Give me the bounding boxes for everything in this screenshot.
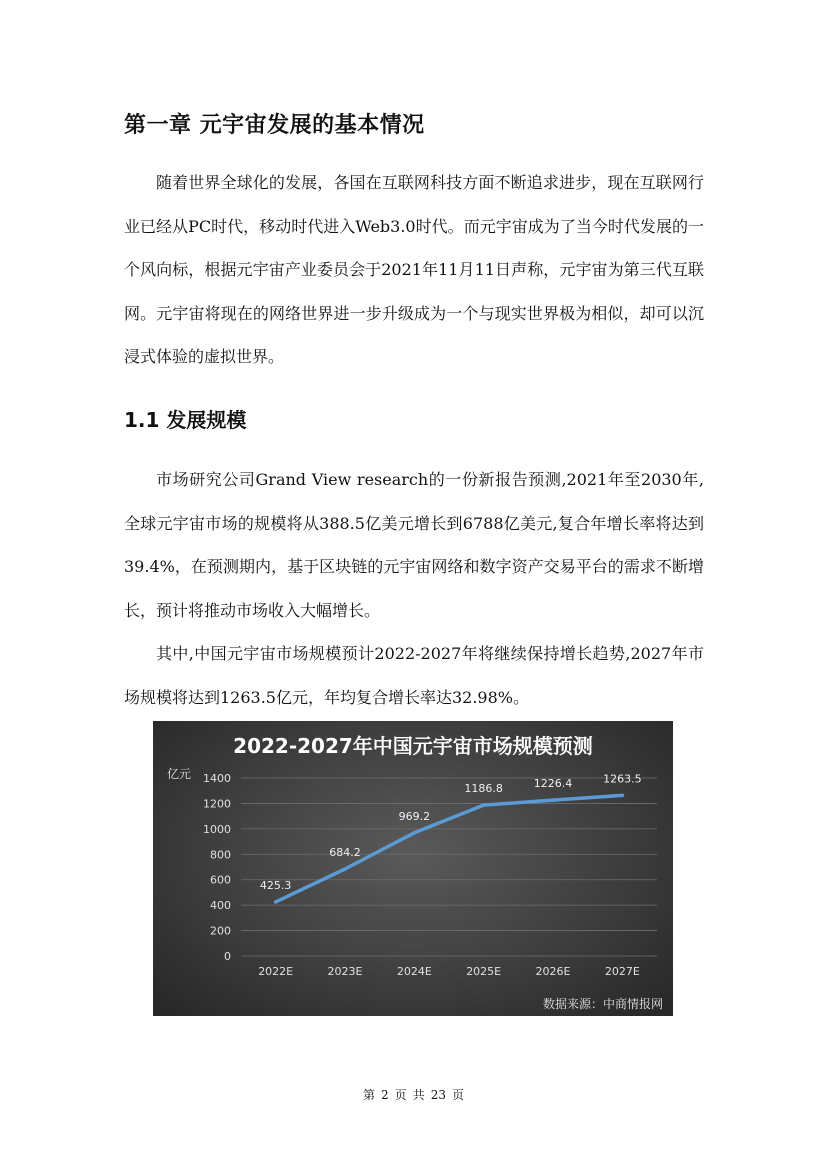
y-tick-label: 600: [210, 873, 231, 887]
section-heading: 1.1 发展规模: [124, 408, 247, 432]
data-point: [621, 794, 625, 798]
footer-total-unit: 页: [451, 1088, 464, 1102]
y-tick-label: 400: [210, 899, 231, 913]
x-tick-label: 2024E: [396, 965, 432, 978]
footer-page-label: 第: [363, 1088, 376, 1102]
data-label: 969.2: [398, 809, 431, 823]
market-report-paragraph: 市场研究公司Grand View research的一份新报告预测,2021年至2030年,全球元宇宙市场的规模将从388.5亿美元增长到6788亿美元,复合年增长率将达到39.4%，在预测期内，基于区块链的元宇宙网络和数字资产交易平台的需求不断增长，预计将推动市场收入大幅增长。: [124, 470, 704, 620]
data-point: [343, 867, 347, 871]
data-label: 1263.5: [603, 772, 642, 786]
y-tick-label: 1000: [203, 822, 231, 836]
y-tick-label: 200: [210, 924, 231, 938]
line-chart-svg: [153, 721, 673, 1016]
data-label: 425.3: [259, 878, 292, 892]
x-tick-label: 2022E: [258, 965, 294, 978]
data-label: 684.2: [329, 846, 361, 860]
data-label: 1226.4: [533, 777, 573, 791]
gridlines: [241, 778, 657, 956]
data-label-group: [260, 772, 642, 892]
footer-page-number: 2: [381, 1088, 389, 1102]
footer-total-label: 共: [412, 1088, 425, 1102]
chart-title: 2022-2027年中国元宇宙市场规模预测: [233, 734, 593, 758]
chapter-heading: 第一章 元宇宙发展的基本情况: [124, 113, 425, 138]
data-point: [482, 803, 486, 807]
data-point: [551, 798, 555, 802]
y-tick-labels: [203, 772, 231, 963]
x-tick-labels: [258, 965, 640, 978]
data-label: 1186.8: [464, 782, 503, 796]
y-tick-label: 1400: [203, 772, 231, 785]
y-tick-label: 800: [210, 848, 231, 862]
market-size-chart: [153, 721, 673, 1016]
x-tick-label: 2023E: [327, 965, 363, 978]
footer-total-pages: 23: [430, 1088, 446, 1102]
data-point: [274, 900, 278, 904]
data-source-label: 数据来源：中商情报网: [542, 997, 663, 1011]
page-footer: [0, 1086, 827, 1103]
data-point: [413, 831, 417, 835]
x-tick-label: 2025E: [466, 965, 502, 978]
y-axis-unit-label: 亿元: [167, 767, 192, 781]
footer-page-unit: 页: [394, 1088, 407, 1102]
series-line: [276, 795, 623, 902]
series-line-group: [274, 794, 624, 904]
y-tick-label: 0: [224, 950, 231, 963]
y-tick-label: 1200: [203, 797, 231, 811]
intro-paragraph: 随着世界全球化的发展，各国在互联网科技方面不断追求进步，现在互联网行业已经从PC时代，移动时代进入Web3.0时代。而元宇宙成为了当今时代发展的一个风向标，根据元宇宙产业委员会于2021年11月11日声称，元宇宙为第三代互联网。元宇宙将现在的网络世界进一步升级成为一个与现实世界极为相似，却可以沉浸式体验的虚拟世界。: [124, 173, 704, 366]
china-market-paragraph: 其中,中国元宇宙市场规模预计2022-2027年将继续保持增长趋势,2027年市场规模将达到1263.5亿元，年均复合增长率达32.98%。: [124, 644, 704, 707]
x-tick-label: 2027E: [604, 965, 640, 978]
x-tick-label: 2026E: [535, 965, 571, 978]
